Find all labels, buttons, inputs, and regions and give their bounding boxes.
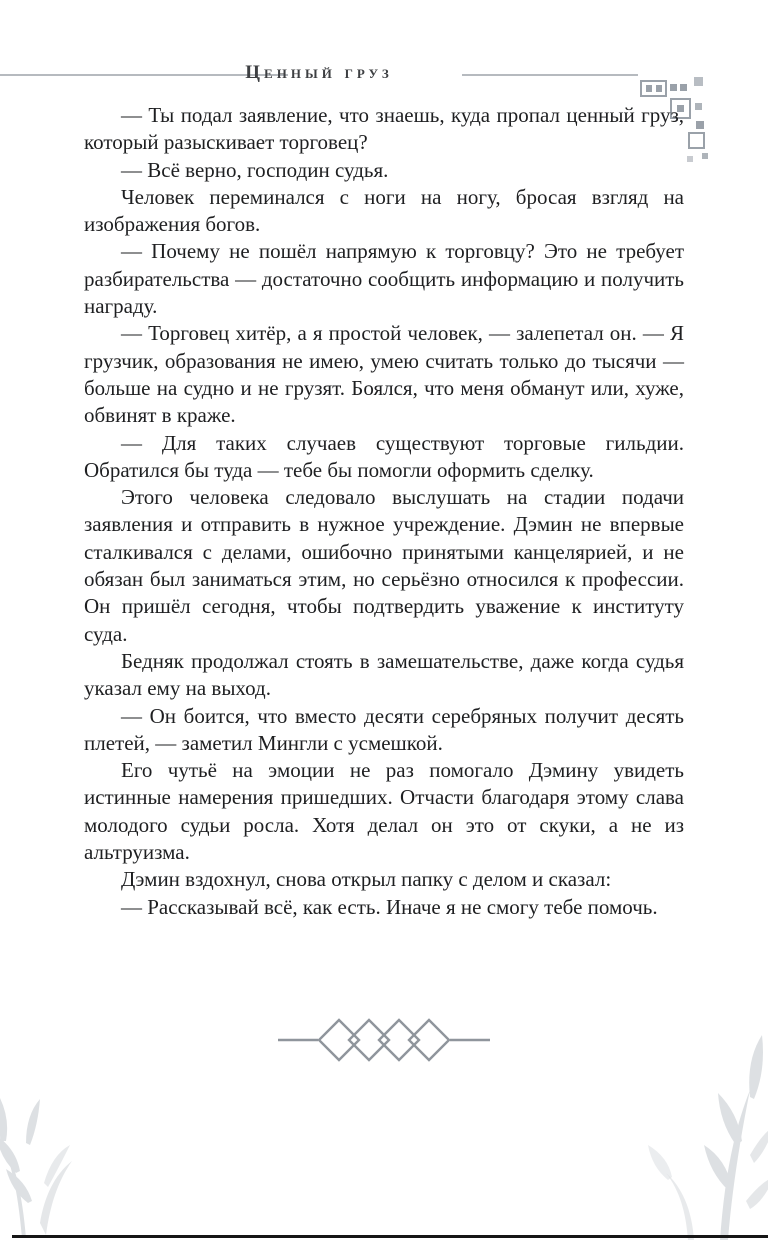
- chapter-title: Ценный груз: [245, 62, 393, 83]
- plant-sketch-left-icon: [0, 1023, 112, 1238]
- paragraph: — Торговец хитёр, а я простой человек, — залепетал он. — Я грузчик, образования не имею, умею считать только до тысячи — больше на судно и не грузят. Боялся, что меня обманут или, хуже, обвинят в краже.: [84, 321, 684, 428]
- paragraph: — Рассказывай всё, как есть. Иначе я не смогу тебе помочь.: [121, 894, 658, 919]
- paragraph: — Почему не пошёл напрямую к торговцу? Это не требует разбирательства — достаточно сообщить информацию и получить награду.: [84, 239, 684, 319]
- paragraph: Его чутьё на эмоции не раз помогало Дэмину увидеть истинные намерения пришедших. Отчасти благодаря этому слава молодого судьи росла. Хотя делал он это от скуки, а не из альтруизма.: [84, 758, 684, 865]
- plant-sketch-right-icon: [624, 1005, 768, 1240]
- page-bottom-edge: [12, 1235, 768, 1238]
- paragraph: — Для таких случаев существуют торговые гильдии. Обратился бы туда — тебе бы помогли оформить сделку.: [84, 430, 684, 482]
- paragraph: — Он боится, что вместо десяти серебряных получит десять плетей, — заметил Мингли с усмешкой.: [84, 703, 684, 755]
- diamond-chain-divider-icon: [278, 1016, 490, 1064]
- paragraph: Человек переминался с ноги на ногу, бросая взгляд на изображения богов.: [84, 184, 684, 237]
- paragraph: — Всё верно, господин судья.: [121, 157, 389, 182]
- paragraph: — Ты подал заявление, что знаешь, куда пропал ценный груз, который разыскивает торговец?: [84, 103, 684, 155]
- paragraph: Дэмин вздохнул, снова открыл папку с делом и сказал:: [121, 867, 612, 892]
- paragraph: Бедняк продолжал стоять в замешательстве, даже когда судья указал ему на выход.: [84, 648, 684, 701]
- paragraph: Этого человека следовало выслушать на стадии подачи заявления и отправить в нужное учреждение. Дэмин не впервые сталкивался с делами, ошибочно принятыми канцелярией, и не обязан был заниматься этим, но серьёзно относился к профессии. Он пришёл сегодня, чтобы подтвердить уважение к институту суда.: [84, 485, 684, 646]
- body-text: [84, 102, 684, 921]
- header-rule-right: [462, 74, 638, 76]
